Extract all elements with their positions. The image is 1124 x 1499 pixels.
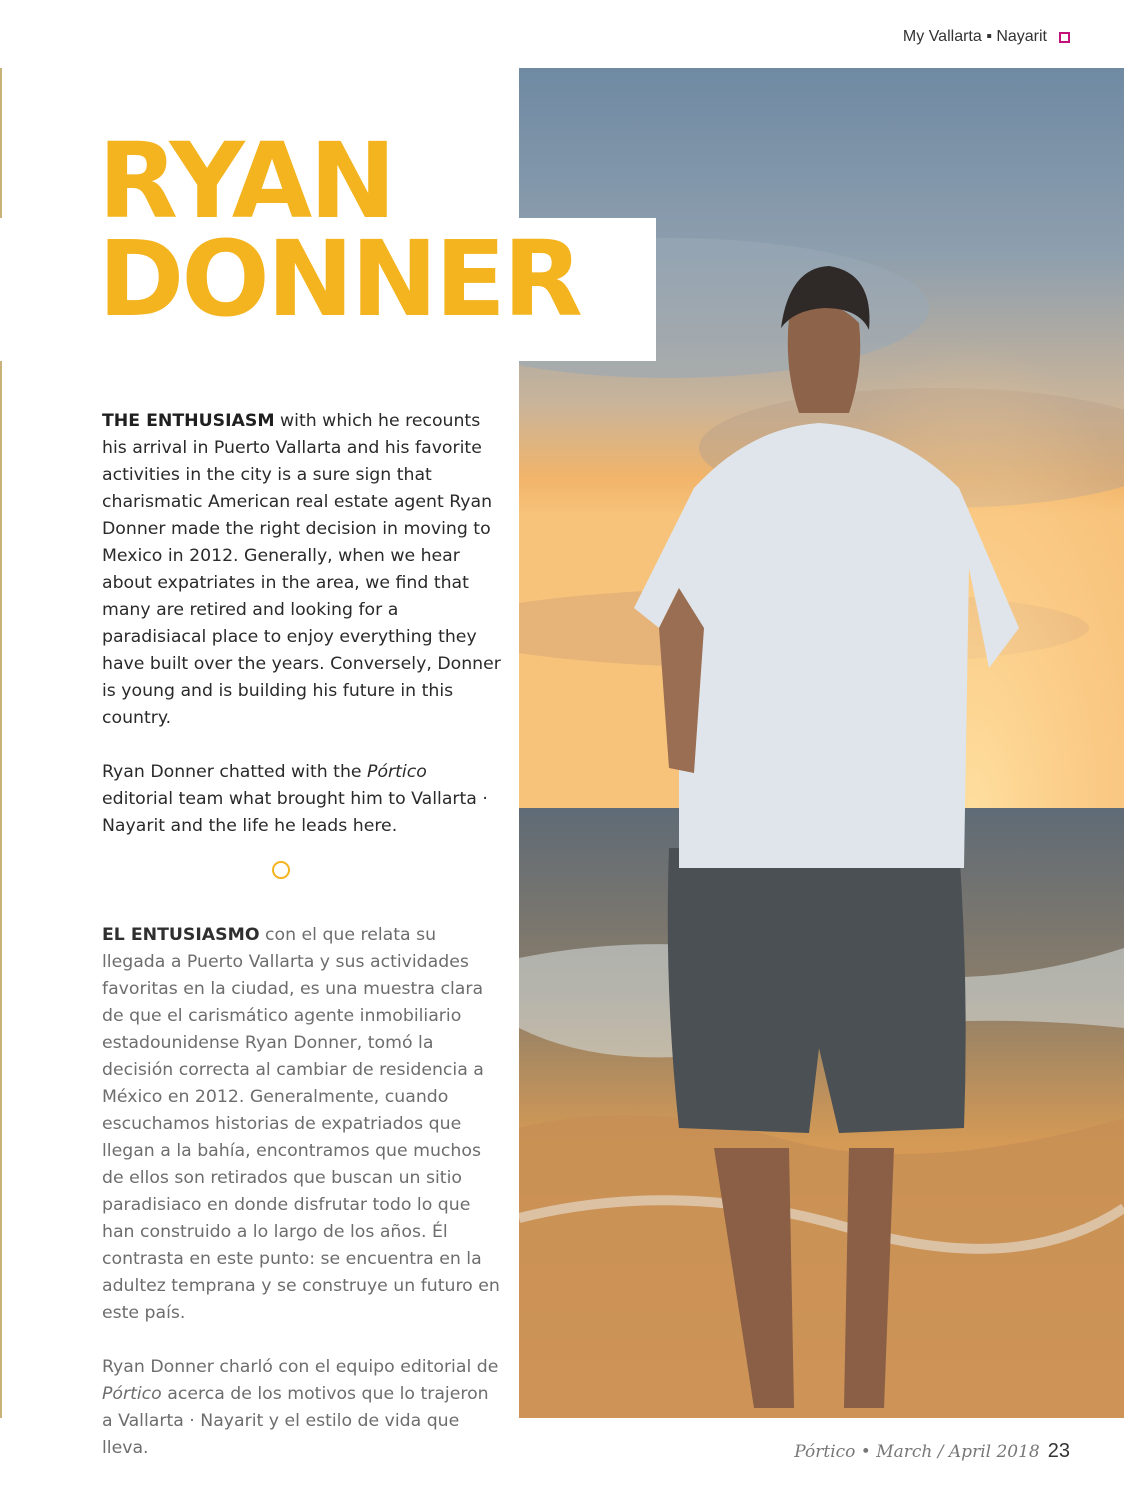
- circle-ornament-icon: [272, 861, 290, 879]
- title-line-2: DONNER: [98, 218, 580, 340]
- footer-publication: Pórtico • March / April 2018: [794, 1442, 1040, 1462]
- page-footer: [794, 1440, 1070, 1463]
- magenta-square-icon: [1059, 32, 1070, 43]
- english-paragraph-2: [102, 759, 502, 840]
- english-paragraph-2-text-a: Ryan Donner chatted with the: [102, 762, 368, 782]
- english-paragraph-1-text: with which he recounts his arrival in Puerto Vallarta and his favorite activities in the city is a sure sign that charismatic American real estate agent Ryan Donner made the right decision in moving to Mexico in 2012. Generally, when we hear about expatriates in the area, we find that many are retired and looking for a paradisiacal place to enjoy everything they have built over the years. Conversely, Donner is young and is building his future in this country.: [102, 411, 501, 728]
- english-paragraph-1: [102, 408, 502, 732]
- title-line-1: RYAN: [98, 120, 394, 242]
- spanish-lead: EL ENTUSIASMO: [102, 925, 260, 945]
- page-number: 23: [1047, 1440, 1070, 1462]
- english-column: [102, 408, 502, 867]
- english-publication-name: Pórtico: [367, 762, 427, 782]
- spanish-paragraph-2: [102, 1354, 502, 1462]
- spanish-paragraph-2-text-a: Ryan Donner charló con el equipo editorial de: [102, 1357, 499, 1377]
- spanish-column: [102, 922, 502, 1489]
- section-label: [903, 28, 1070, 46]
- section-label-text: My Vallarta ▪ Nayarit: [902, 28, 1047, 45]
- spanish-paragraph-1: [102, 922, 502, 1327]
- article-title: [98, 120, 580, 340]
- english-lead: THE ENTHUSIASM: [102, 411, 275, 431]
- english-paragraph-2-text-b: editorial team what brought him to Vallarta · Nayarit and the life he leads here.: [102, 789, 488, 836]
- spanish-publication-name: Pórtico: [102, 1384, 162, 1404]
- spanish-paragraph-1-text: con el que relata su llegada a Puerto Vallarta y sus actividades favoritas en la ciudad, es una muestra clara de que el carismático agente inmobiliario estadounidense Ryan Donner, tomó la decisión correcta al cambiar de residencia a México en 2012. Generalmente, cuando escuchamos historias de expatriados que llegan a la bahía, encontramos que muchos de ellos son retirados que buscan un sitio paradisiaco en donde disfrutar todo lo que han construido a lo largo de los años. Él contrasta en este punto: se encuentra en la adultez temprana y se construye un futuro en este país.: [102, 925, 500, 1323]
- spanish-paragraph-2-text-b: acerca de los motivos que lo trajeron a Vallarta · Nayarit y el estilo de vida que lleva.: [102, 1384, 489, 1458]
